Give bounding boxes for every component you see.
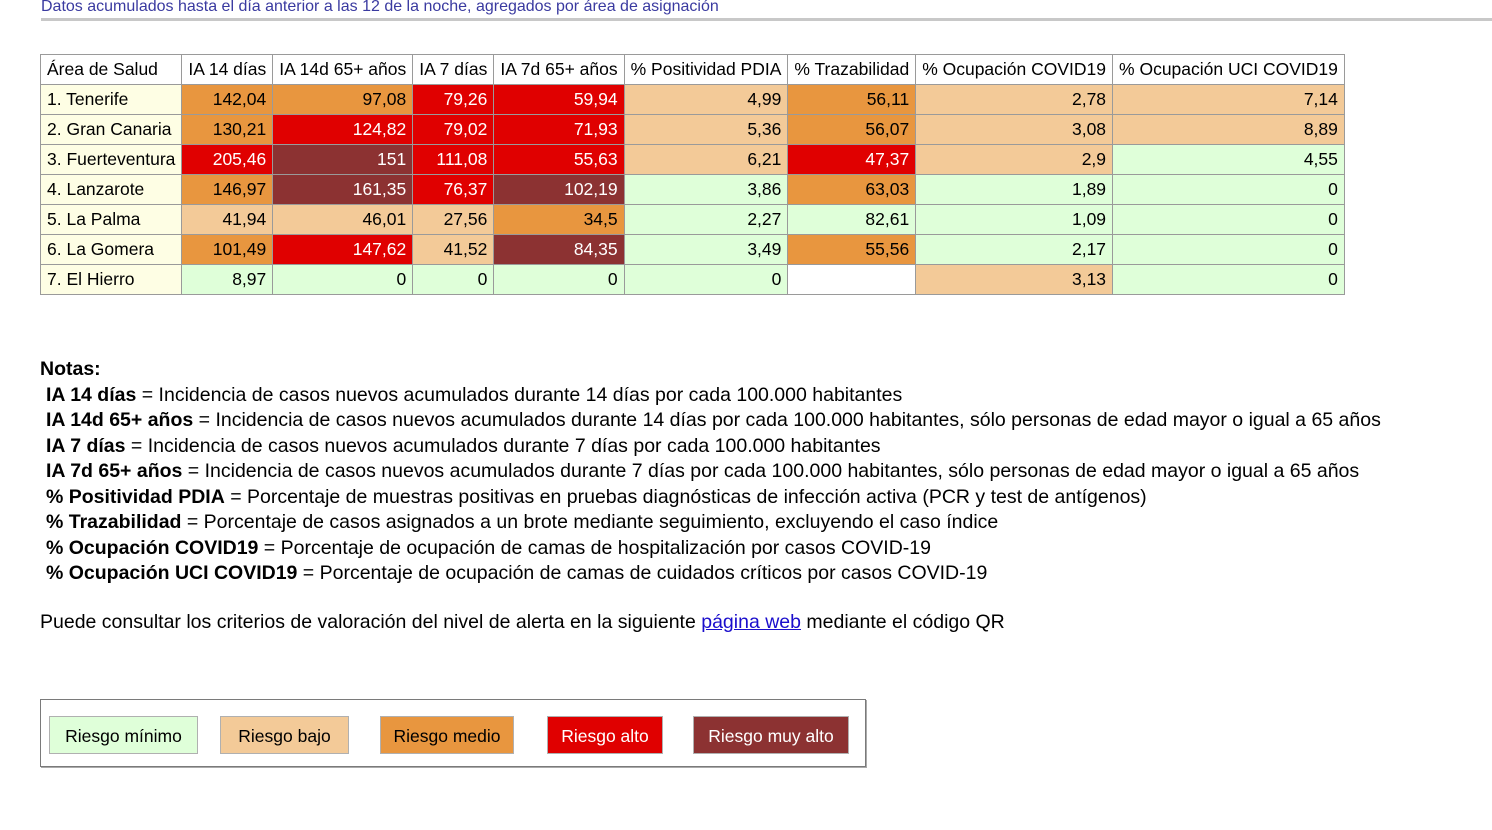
table-header-row (41, 55, 1345, 85)
note-definition: = Porcentaje de ocupación de camas de hospitalización por casos COVID-19 (258, 536, 931, 559)
area-cell: 3. Fuerteventura (41, 145, 182, 175)
value-cell: 102,19 (494, 175, 624, 205)
value-cell: 55,56 (788, 235, 916, 265)
header-trazabilidad: % Trazabilidad (788, 55, 916, 85)
note-definition: = Porcentaje de muestras positivas en pruebas diagnósticas de infección activa (PCR y test de antígenos) (224, 485, 1147, 508)
note-definition: = Porcentaje de casos asignados a un brote mediante seguimiento, excluyendo el caso índice (181, 511, 999, 533)
table-row (41, 235, 1345, 265)
table-row (41, 205, 1345, 235)
risk-table (40, 54, 1345, 295)
legend-riesgo-muy-alto: Riesgo muy alto (693, 716, 849, 754)
value-cell: 130,21 (182, 115, 273, 145)
value-cell: 56,11 (788, 85, 916, 115)
value-cell: 56,07 (788, 115, 916, 145)
value-cell: 1,09 (916, 205, 1113, 235)
value-cell: 8,97 (182, 265, 273, 295)
note-item (40, 510, 1492, 536)
table-row (41, 175, 1345, 205)
note-definition: = Incidencia de casos nuevos acumulados durante 7 días por cada 100.000 habitantes (125, 434, 881, 457)
header-ia7: IA 7 días (413, 55, 494, 85)
value-cell: 63,03 (788, 175, 916, 205)
note-definition: = Incidencia de casos nuevos acumulados durante 14 días por cada 100.000 habitantes (136, 383, 903, 406)
value-cell: 124,82 (273, 115, 413, 145)
value-cell: 79,02 (413, 115, 494, 145)
value-cell: 84,35 (494, 235, 624, 265)
value-cell: 46,01 (273, 205, 413, 235)
value-cell: 7,14 (1113, 85, 1345, 115)
value-cell: 76,37 (413, 175, 494, 205)
note-item (40, 408, 1492, 434)
value-cell: 47,37 (788, 145, 916, 175)
value-cell: 205,46 (182, 145, 273, 175)
note-definition: = Incidencia de casos nuevos acumulados durante 7 días por cada 100.000 habitantes, sólo personas de edad mayor o igual a 65 años (182, 460, 1360, 482)
note-term: IA 14 días (46, 383, 137, 406)
table-row (41, 115, 1345, 145)
info-text-after: mediante el código QR (800, 611, 1005, 633)
note-item (40, 536, 1492, 562)
value-cell: 59,94 (494, 85, 624, 115)
legend-riesgo-alto: Riesgo alto (547, 716, 663, 754)
value-cell: 8,89 (1113, 115, 1345, 145)
value-cell: 41,52 (413, 235, 494, 265)
value-cell: 4,99 (624, 85, 788, 115)
header-positividad: % Positividad PDIA (624, 55, 788, 85)
value-cell: 0 (624, 265, 788, 295)
value-cell: 1,89 (916, 175, 1113, 205)
note-item (40, 434, 1492, 460)
value-cell: 97,08 (273, 85, 413, 115)
area-cell: 6. La Gomera (41, 235, 182, 265)
value-cell: 142,04 (182, 85, 273, 115)
value-cell: 2,17 (916, 235, 1113, 265)
header-ia14: IA 14 días (182, 55, 273, 85)
legend-riesgo-medio: Riesgo medio (380, 716, 514, 754)
note-term: % Positividad PDIA (46, 485, 225, 508)
value-cell: 71,93 (494, 115, 624, 145)
value-cell: 111,08 (413, 145, 494, 175)
table-row (41, 265, 1345, 295)
value-cell (788, 265, 916, 295)
value-cell: 82,61 (788, 205, 916, 235)
note-definition: = Incidencia de casos nuevos acumulados durante 14 días por cada 100.000 habitantes, sólo personas de edad mayor o igual a 65 años (193, 409, 1381, 431)
note-term: IA 14d 65+ años (46, 409, 194, 431)
note-term: % Ocupación UCI COVID19 (46, 562, 298, 584)
table-row (41, 145, 1345, 175)
area-cell: 1. Tenerife (41, 85, 182, 115)
value-cell: 2,9 (916, 145, 1113, 175)
note-item (40, 383, 1492, 409)
value-cell: 0 (1113, 205, 1345, 235)
value-cell: 41,94 (182, 205, 273, 235)
value-cell: 151 (273, 145, 413, 175)
value-cell: 27,56 (413, 205, 494, 235)
value-cell: 34,5 (494, 205, 624, 235)
note-term: IA 7 días (46, 434, 126, 457)
header-area: Área de Salud (41, 55, 182, 85)
legend-riesgo-bajo: Riesgo bajo (220, 716, 349, 754)
value-cell: 0 (413, 265, 494, 295)
legend-riesgo-minimo: Riesgo mínimo (49, 716, 198, 754)
note-item (40, 459, 1492, 485)
area-cell: 4. Lanzarote (41, 175, 182, 205)
page-subtitle: Datos acumulados hasta el día anterior a las 12 de la noche, agregados por área de asignación (41, 0, 1492, 21)
header-ia14-65: IA 14d 65+ años (273, 55, 413, 85)
area-cell: 7. El Hierro (41, 265, 182, 295)
value-cell: 2,27 (624, 205, 788, 235)
note-definition: = Porcentaje de ocupación de camas de cuidados críticos por casos COVID-19 (297, 562, 988, 584)
value-cell: 4,55 (1113, 145, 1345, 175)
value-cell: 3,86 (624, 175, 788, 205)
value-cell: 146,97 (182, 175, 273, 205)
table-row (41, 85, 1345, 115)
area-cell: 5. La Palma (41, 205, 182, 235)
note-term: IA 7d 65+ años (46, 460, 183, 482)
value-cell: 6,21 (624, 145, 788, 175)
note-term: % Ocupación COVID19 (46, 536, 259, 559)
value-cell: 3,08 (916, 115, 1113, 145)
value-cell: 0 (1113, 265, 1345, 295)
value-cell: 0 (273, 265, 413, 295)
notes-title: Notas: (40, 358, 101, 380)
value-cell: 79,26 (413, 85, 494, 115)
area-cell: 2. Gran Canaria (41, 115, 182, 145)
value-cell: 3,49 (624, 235, 788, 265)
value-cell: 101,49 (182, 235, 273, 265)
header-ia7-65: IA 7d 65+ años (494, 55, 624, 85)
value-cell: 5,36 (624, 115, 788, 145)
value-cell: 147,62 (273, 235, 413, 265)
value-cell: 55,63 (494, 145, 624, 175)
web-page-link[interactable]: página web (701, 611, 801, 633)
value-cell: 0 (1113, 235, 1345, 265)
value-cell: 0 (1113, 175, 1345, 205)
notes-section (40, 357, 1492, 587)
note-item (40, 561, 1492, 587)
info-text (40, 611, 1005, 634)
value-cell: 3,13 (916, 265, 1113, 295)
header-ocupacion: % Ocupación COVID19 (916, 55, 1113, 85)
note-item (40, 485, 1492, 511)
info-text-before: Puede consultar los criterios de valoración del nivel de alerta en la siguiente (40, 611, 702, 633)
note-term: % Trazabilidad (46, 511, 182, 533)
value-cell: 2,78 (916, 85, 1113, 115)
header-ocupacion-uci: % Ocupación UCI COVID19 (1113, 55, 1345, 85)
value-cell: 161,35 (273, 175, 413, 205)
value-cell: 0 (494, 265, 624, 295)
risk-legend (40, 699, 866, 767)
